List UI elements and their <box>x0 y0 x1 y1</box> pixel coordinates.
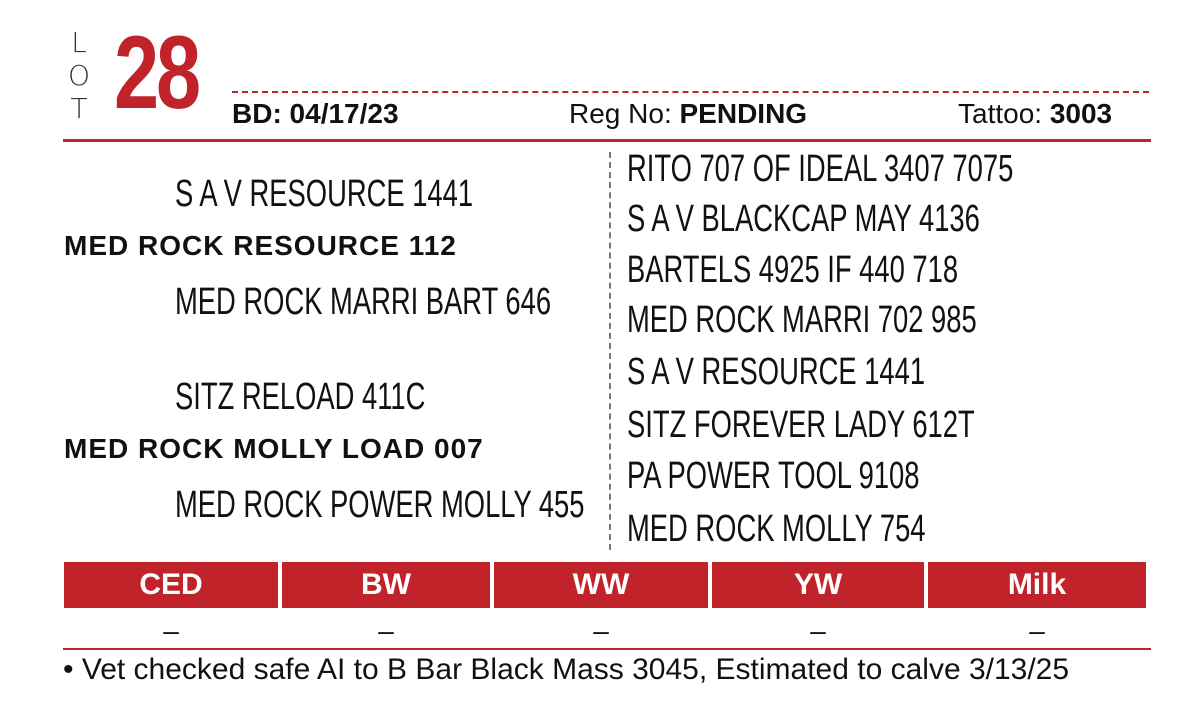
great-grandparent: PA POWER TOOL 9108 <box>627 455 920 497</box>
sire: MED ROCK RESOURCE 112 <box>64 230 457 261</box>
lot-label <box>66 26 92 125</box>
tattoo-label: Tattoo: <box>958 98 1043 129</box>
great-grandparent: SITZ FOREVER LADY 612T <box>627 404 975 446</box>
dam: MED ROCK MOLLY LOAD 007 <box>64 433 484 464</box>
birth-date-label: BD: <box>232 98 282 129</box>
registration-label: Reg No: <box>569 98 672 129</box>
lot-letter: O <box>67 59 91 92</box>
epd-header-row <box>64 562 1146 608</box>
birth-date-value: 04/17/23 <box>289 98 399 129</box>
sire-sire: S A V RESOURCE 1441 <box>175 173 474 215</box>
great-grandparent: MED ROCK MARRI 702 985 <box>627 299 977 341</box>
tattoo <box>958 97 1112 131</box>
great-grandparent: S A V BLACKCAP MAY 4136 <box>627 198 980 240</box>
epd-value-ww: – <box>593 615 609 646</box>
breeding-note: • Vet checked safe AI to B Bar Black Mass 3045, Estimated to calve 3/13/25 <box>63 653 1070 686</box>
lot-letter: T <box>70 92 88 125</box>
header-dashed-divider <box>232 91 1149 93</box>
registration-value: PENDING <box>679 98 808 129</box>
sire-dam: MED ROCK MARRI BART 646 <box>175 281 552 323</box>
epd-header-milk: Milk <box>928 562 1146 608</box>
great-grandparent: MED ROCK MOLLY 754 <box>627 508 926 550</box>
dam-sire: SITZ RELOAD 411C <box>175 376 426 418</box>
pedigree-divider <box>609 152 611 550</box>
dam-dam: MED ROCK POWER MOLLY 455 <box>175 484 585 526</box>
great-grandparent: RITO 707 OF IDEAL 3407 7075 <box>627 148 1014 190</box>
epd-header-ced: CED <box>64 562 278 608</box>
epd-value-milk: – <box>1029 615 1045 646</box>
footer-rule <box>63 648 1151 650</box>
great-grandparent: BARTELS 4925 IF 440 718 <box>627 249 959 291</box>
epd-header-yw: YW <box>712 562 924 608</box>
birth-date <box>232 97 399 131</box>
epd-header-ww: WW <box>494 562 708 608</box>
epd-value-ced: – <box>163 615 179 646</box>
epd-value-bw: – <box>378 615 394 646</box>
registration-number <box>569 97 807 131</box>
epd-header-bw: BW <box>282 562 490 608</box>
tattoo-value: 3003 <box>1049 98 1113 129</box>
lot-letter: L <box>71 26 87 59</box>
header-rule <box>63 139 1151 142</box>
great-grandparent: S A V RESOURCE 1441 <box>627 351 926 393</box>
lot-number: 28 <box>114 15 198 131</box>
epd-value-yw: – <box>810 615 826 646</box>
epd-value-row <box>64 614 1146 648</box>
